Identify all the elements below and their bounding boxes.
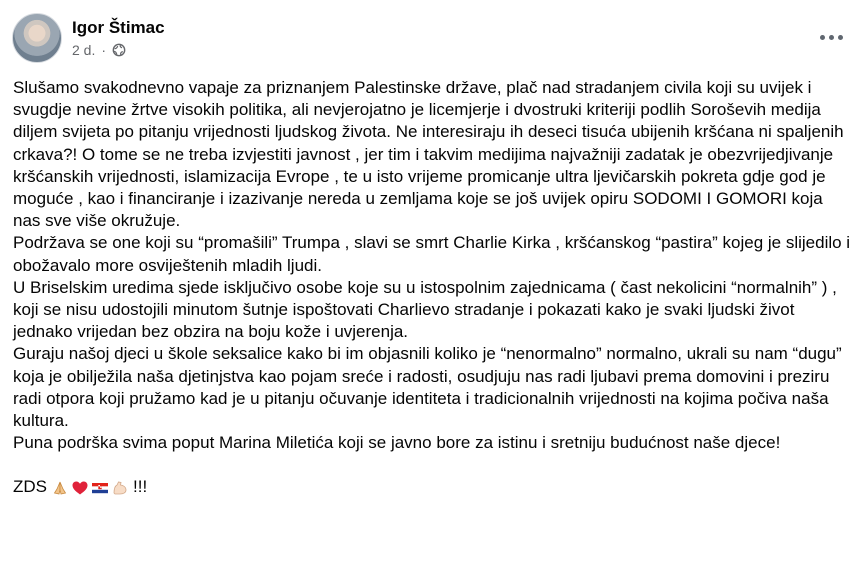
croatian-flag-icon <box>91 479 109 497</box>
post-meta <box>72 17 165 59</box>
signoff-emojis <box>51 479 129 497</box>
paragraph-3: U Briselskim uredima sjede isključivo osobe koje su u istospolnim zajednicama ( čast nekolicini “normalnih” ) , koji se nisu udostojili minutom šutnje ispoštovati Charlievo stradanje i pokazati kako je svaki ljudski život jednako vrijedan bez obzira na boju kože i uvjerenja. <box>13 277 837 342</box>
author-name[interactable]: Igor Štimac <box>72 18 165 37</box>
paragraph-5: Puna podrška svima poput Marina Miletića koji se javno bore za istinu i sretniju budućnost naše djece! <box>13 433 781 453</box>
paragraph-2: Podržava se one koji su “promašili” Trumpa , slavi se smrt Charlie Kirka , kršćanskog “pastira” kojeg je slijedilo i obožavalo more osviještenih mladih ljudi. <box>13 233 851 275</box>
post-subline <box>72 41 165 59</box>
blank-line <box>13 454 851 476</box>
signoff-text: ZDS <box>13 477 47 497</box>
paragraph-1: Slušamo svakodnevno vapaje za priznanjem Palestinske države, plač nad stradanjem civila koji su uvijek i svugdje nevine žrtve visokih politika, ali nevjerojatno je licemjerje i dvostruki kriteriji podlih Soroševih medija diljem svijeta po pitanju vrijednosti ljudskog života. Ne interesiraju ih deseci tisuća ubijenih kršćana ni spaljenih crkava?! O tome se ne treba izvjestiti javnost , jer tim i takvim medijima najvažniji zadatak je obezvrijedjivanje kršćanskih vrijednosti, islamizacija Evrope , te u isto vrijeme promicanje ultra ljevičarskih pokreta gdje god je moguće , kao i financiranje i izazivanje nereda u zemljama koje se još uvijek opiru SODOMI I GOMORI koja nas sve više okružuje. <box>13 78 844 231</box>
more-options-icon[interactable] <box>814 24 848 50</box>
globe-icon[interactable] <box>112 43 126 57</box>
paragraph-4: Guraju našoj djeci u škole seksalice kako bi im objasnili koliko je “nenormalno” normalno, ukrali su nam “dugu” koja je obilježila naša djetinjstva kao pojam sreće i radosti, osudjuju nas radi ljubavi prema domovini i preziru radi otpora koji pružamo kad je u pitanju očuvanje identiteta i tradicionalnih vrijednosti na kojima počiva naša kultura. <box>13 344 842 431</box>
post-header <box>12 12 165 64</box>
red-heart-icon <box>71 479 89 497</box>
signoff-exclamations: !!! <box>133 477 148 497</box>
post-body <box>13 77 851 499</box>
separator-dot: · <box>101 42 107 58</box>
praying-hands-icon <box>51 479 69 497</box>
flexed-biceps-icon <box>111 479 129 497</box>
signoff-line <box>13 476 851 498</box>
author-avatar[interactable] <box>12 13 62 63</box>
post-time[interactable]: 2 d. <box>72 42 96 58</box>
